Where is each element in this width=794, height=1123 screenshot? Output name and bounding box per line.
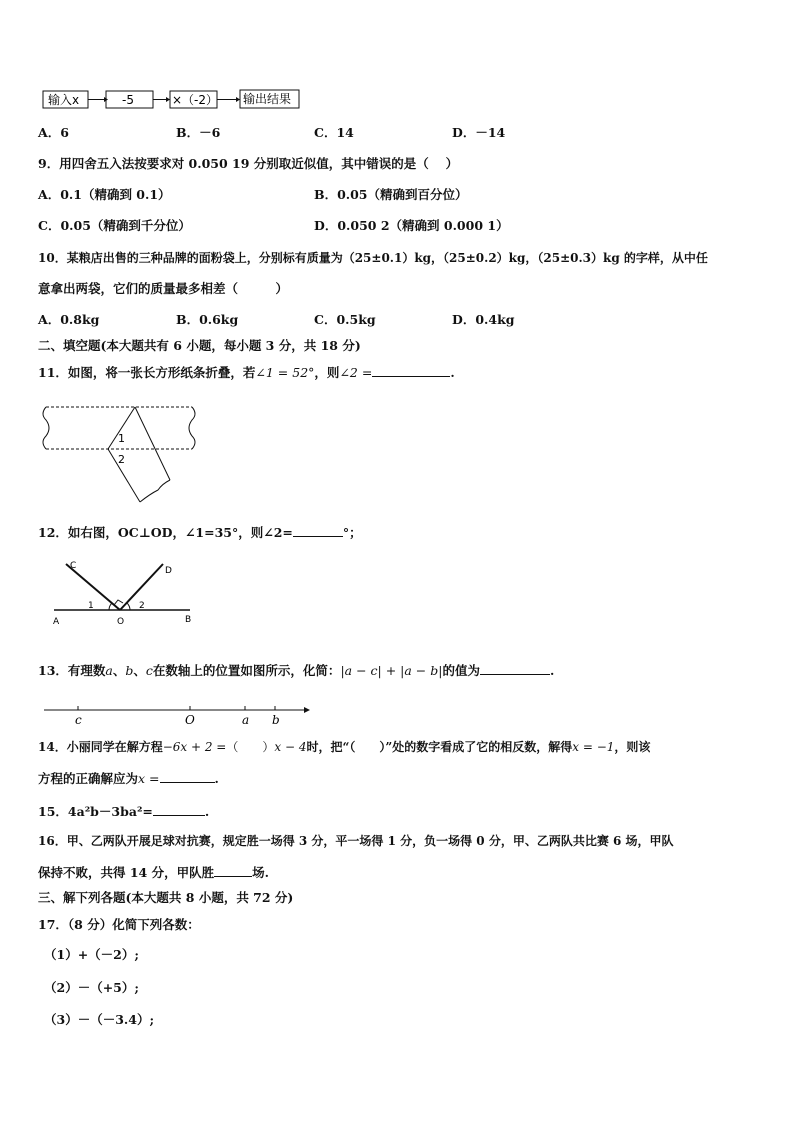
q13-stem-b: 在数轴上的位置如图所示，化简：	[152, 663, 341, 678]
q9-option-b: B．0.05（精确到百分位）	[314, 187, 468, 202]
q12-label-1: 1	[88, 601, 94, 611]
section-3-heading: 三、解下列各题(本大题共 8 小题，共 72 分)	[38, 890, 294, 905]
q12-angle-figure	[48, 558, 198, 630]
q13-sep2: 、	[133, 663, 146, 678]
flow-box-times: ×（-2）	[172, 93, 219, 107]
q13-axis-o: O	[185, 713, 195, 727]
q17-stem: 17．（8 分）化简下列各数：	[38, 917, 200, 932]
q13-end: .	[549, 663, 555, 678]
q13-number-line	[40, 700, 320, 728]
q10-option-b: B．0.6kg	[176, 312, 239, 327]
q14-stem-line1	[38, 739, 650, 755]
section-2-heading: 二、填空题(本大题共有 6 小题，每小题 3 分，共 18 分)	[38, 338, 361, 353]
q14-paren: （ ）	[226, 740, 275, 754]
flow-box-minus5: -5	[122, 93, 134, 107]
q15-expression: 15．4a²b－3ba²=	[38, 804, 153, 819]
q12-label-2: 2	[139, 601, 145, 611]
q17-item-1: （1）+（－2）;	[44, 947, 139, 962]
q16-line2a: 保持不败，共得 14 分，甲队胜	[38, 865, 215, 880]
q16-stem-line2	[38, 864, 269, 881]
q14-eq3: x = −1	[572, 740, 615, 754]
q12-stem-a: 12．如右图，OC⊥OD，∠1=35°，则∠2=	[38, 525, 293, 540]
q12-stem	[38, 524, 362, 541]
q13-expression: |a − c| + |a − b|	[340, 663, 443, 678]
q11-angle-label-1: 1	[118, 432, 125, 445]
q14-line2a: 方程的正确解应为	[38, 771, 139, 786]
q11-stem-b: ，则	[314, 365, 340, 380]
q11-folded-strip-figure	[40, 402, 210, 510]
q8-option-a: A．6	[38, 125, 69, 140]
q17-item-3: （3）－（－3.4）;	[44, 1012, 155, 1027]
q16-answer-blank	[214, 864, 252, 877]
q9-option-a: A．0.1（精确到 0.1）	[38, 187, 171, 202]
q11-answer-blank	[372, 364, 450, 377]
q13-answer-blank	[480, 662, 550, 675]
q14-stem-a: 14．小丽同学在解方程	[38, 740, 163, 754]
q14-eq1: −6x + 2 =	[162, 740, 227, 754]
q13-axis-b: b	[272, 713, 280, 727]
flow-box-input: 输入x	[48, 93, 80, 107]
q11-stem-a: 11．如图，将一张长方形纸条折叠，若	[38, 365, 256, 380]
q13-stem	[38, 662, 554, 679]
q10-stem-line1: 10．某粮店出售的三种品牌的面粉袋上，分别标有质量为（25±0.1）kg，（25±0.2）kg，（25±0.3）kg 的字样，从中任	[38, 251, 708, 265]
q16-stem-line1: 16．甲、乙两队开展足球对抗赛，规定胜一场得 3 分，平一场得 1 分，负一场得 0 分，甲、乙两队共比赛 6 场，甲队	[38, 834, 674, 848]
q8-option-d: D．－14	[452, 125, 506, 140]
flowchart	[40, 88, 310, 112]
q15-stem	[38, 803, 209, 820]
q14-eq2: x − 4	[274, 740, 307, 754]
q11-angle1: ∠1 = 52°	[255, 365, 315, 380]
q12-label-a: A	[53, 617, 60, 627]
flow-box-output: 输出结果	[243, 92, 292, 106]
q13-stem-a: 13．有理数	[38, 663, 106, 678]
q12-label-c: C	[70, 561, 77, 571]
q10-option-a: A．0.8kg	[38, 312, 100, 327]
q12-label-d: D	[165, 566, 172, 576]
q13-stem-c: 的值为	[442, 663, 480, 678]
q8-option-b: B．－6	[176, 125, 221, 140]
q12-label-b: B	[185, 615, 192, 625]
q16-line2b: 场.	[252, 865, 269, 880]
q13-var-a: a	[105, 663, 113, 678]
q13-sep1: 、	[112, 663, 126, 678]
q10-stem-line2: 意拿出两袋，它们的质量最多相差（ ）	[38, 281, 289, 296]
q12-end: °；	[342, 525, 362, 540]
q12-label-o: O	[117, 617, 125, 627]
q11-end: .	[450, 365, 455, 380]
q17-item-2: （2）－（+5）;	[44, 980, 139, 995]
q11-angle2: ∠2 =	[339, 365, 373, 380]
q13-axis-c: c	[75, 713, 82, 727]
q10-option-c: C．0.5kg	[314, 312, 376, 327]
q9-option-d: D．0.050 2（精确到 0.000 1）	[314, 218, 509, 233]
q11-angle-label-2: 2	[118, 453, 125, 466]
q9-stem: 9．用四舍五入法按要求对 0.050 19 分别取近似值，其中错误的是（ ）	[38, 156, 459, 171]
q14-stem-b: 时，把“（ ）”处的数字看成了它的相反数，解得	[306, 740, 573, 754]
q14-end: .	[214, 771, 219, 786]
q10-option-d: D．0.4kg	[452, 312, 515, 327]
q11-stem	[38, 364, 455, 381]
q15-answer-blank	[153, 803, 205, 816]
q14-stem-c: ，则该	[614, 740, 651, 754]
q14-eq4: x =	[138, 771, 160, 786]
q14-answer-blank	[160, 770, 215, 783]
q15-end: .	[204, 804, 210, 819]
q13-axis-a: a	[242, 713, 250, 727]
q8-option-c: C．14	[314, 125, 354, 140]
q9-option-c: C．0.05（精确到千分位）	[38, 218, 191, 233]
q12-answer-blank	[293, 524, 343, 537]
q13-var-b: b	[125, 663, 134, 678]
q14-stem-line2	[38, 770, 219, 787]
q13-var-c: c	[145, 663, 153, 678]
